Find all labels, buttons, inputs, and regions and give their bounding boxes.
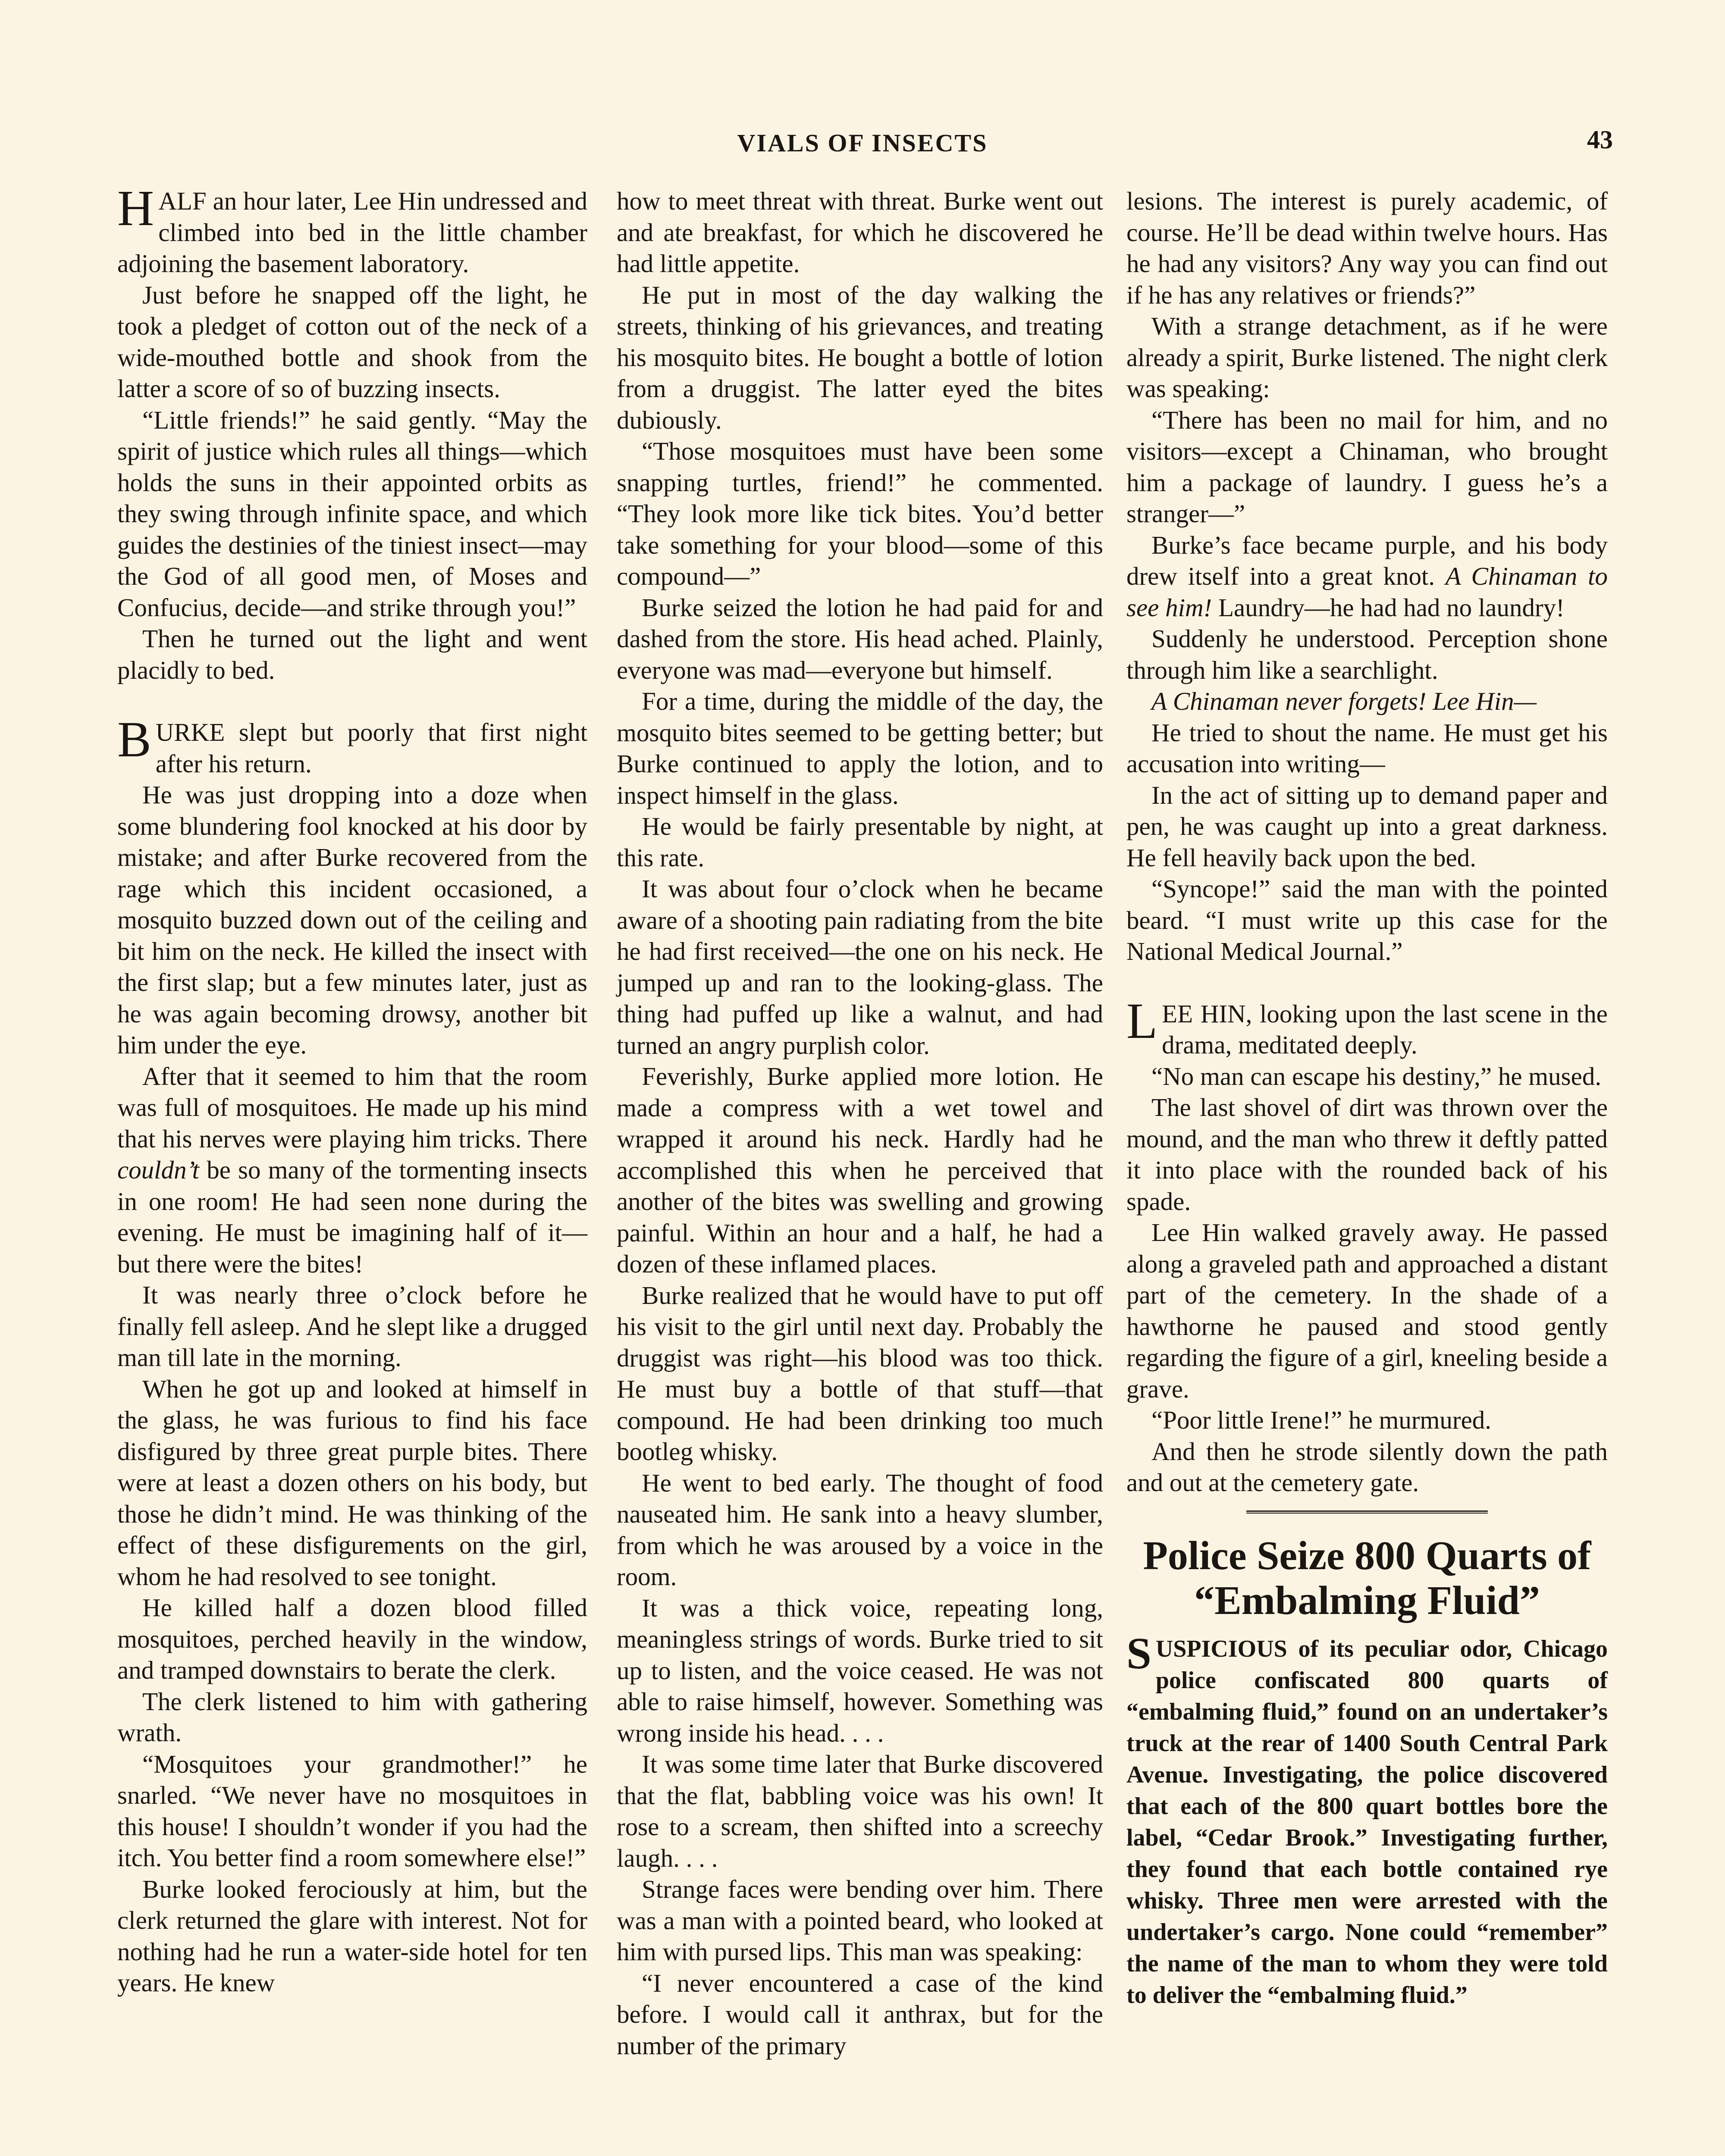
paragraph: It was nearly three o’clock before he finally fell asleep. And he slept like a drugged man till late in the morning. — [117, 1281, 587, 1372]
paragraph: A Chinaman never forgets! Lee Hin— — [1151, 687, 1537, 715]
paragraph: “No man can escape his destiny,” he mused. — [1151, 1062, 1602, 1091]
paragraph: He was just dropping into a doze when some blundering fool knocked at his door by mistake; and after Burke recovered from the rage which this incident occasioned, a mosquito buzzed down out of the ceiling and bit him on the neck. He killed the insect with the first slap; but a few minutes later, just as he was again becoming drowsy, another bit him under the eye. — [117, 780, 587, 1059]
paragraph: For a time, during the middle of the day, the mosquito bites seemed to be getting better; but Burke continued to apply the lotion, and to inspect himself in the glass. — [617, 687, 1103, 809]
paragraph: LEE HIN, looking upon the last scene in the drama, meditated deeply. — [1126, 992, 1608, 1059]
paragraph: Burke realized that he would have to put off his visit to the girl until next day. Probably the druggist was right—his blood was too thick. He must buy a bottle of that stuff—that compound. He had been drinking too much bootleg whisky. — [617, 1281, 1103, 1466]
paragraph: He killed half a dozen blood filled mosquitoes, perched heavily in the window, and tramped downstairs to berate the clerk. — [117, 1593, 587, 1684]
paragraph: Suddenly he understood. Perception shone through him like a searchlight. — [1126, 624, 1608, 684]
paragraph: “There has been no mail for him, and no visitors—except a Chinaman, who brought him a package of laundry. I guess he’s a stranger—” — [1126, 405, 1608, 528]
news-body: USPICIOUS of its peculiar odor, Chicago police confiscated 800 quarts of “embalming fluid,” found on an undertaker’s truck at the rear of 1400 South Central Park Avenue. Investigating, the police discovered that each of the 800 quart bottles bore the label, “Cedar Brook.” Investigating further, they found that each bottle contained rye whisky. Three men were arrested with the undertaker’s cargo. None could “remember” the name of the man to whom they were told to deliver the “embalming fluid.” — [1126, 1635, 1608, 2009]
column-2 — [617, 185, 1103, 2061]
paragraph: He went to bed early. The thought of food nauseated him. He sank into a heavy slumber, from which he was aroused by a voice in the room. — [617, 1468, 1103, 1591]
paragraph: “Those mosquitoes must have been some snapping turtles, friend!” he commented. “They look more like tick bites. You’d better take something for your blood—some of this compound—” — [617, 437, 1103, 590]
paragraph: It was about four o’clock when he became aware of a shooting pain radiating from the bite he had first received—the one on his neck. He jumped up and ran to the looking-glass. The thing had puffed up like a walnut, and had turned an angry purplish color. — [617, 874, 1103, 1059]
paragraph: Feverishly, Burke applied more lotion. He made a compress with a wet towel and wrapped it around his neck. Hardly had he accomplished this when he perceived that another of the bites was swelling and growing painful. Within an hour and a half, he had a dozen of these inflamed places. — [617, 1062, 1103, 1278]
paragraph: “Little friends!” he said gently. “May the spirit of justice which rules all things—which holds the suns in their appointed orbits as they swing through infinite space, and which guides the destinies of the tiniest insect—may the God of all good men, of Moses and Confucius, decide—and strike through you!” — [117, 405, 587, 622]
paragraph: The clerk listened to him with gathering wrath. — [117, 1687, 587, 1747]
paragraph: In the act of sitting up to demand paper and pen, he was caught up into a great darkness. He fell heavily back upon the bed. — [1126, 780, 1608, 872]
paragraph: He would be fairly presentable by night, at this rate. — [617, 812, 1103, 872]
column-3 — [1126, 185, 1608, 2011]
section-divider — [1246, 1510, 1488, 1514]
drop-cap: B — [117, 711, 151, 768]
paragraph: “Syncope!” said the man with the pointed beard. “I must write up this case for the National Medical Journal.” — [1126, 874, 1608, 965]
drop-cap: S — [1126, 1628, 1151, 1678]
paragraph: Lee Hin walked gravely away. He passed along a graveled path and approached a distant part of the cemetery. In the shade of a hawthorne he paused and stood gently regarding the figure of a girl, kneeling beside a grave. — [1126, 1218, 1608, 1403]
paragraph: Burke’s face became purple, and his body drew itself into a great knot. A Chinaman to see him! Laundry—he had had no laundry! — [1126, 530, 1608, 622]
paragraph: After that it seemed to him that the room was full of mosquitoes. He made up his mind that his nerves were playing him tricks. There couldn’t be so many of the tormenting insects in one room! He had seen none during the evening. He must be imagining half of it—but there were the bites! — [117, 1062, 587, 1278]
paragraph: how to meet threat with threat. Burke went out and ate breakfast, for which he discovered he had little appetite. — [617, 187, 1103, 278]
paragraph: It was some time later that Burke discovered that the flat, babbling voice was his own! It rose to a scream, then shifted into a screechy laugh. . . . — [617, 1750, 1103, 1872]
paragraph: He put in most of the day walking the streets, thinking of his grievances, and treating his mosquito bites. He bought a bottle of lotion from a druggist. The latter eyed the bites dubiously. — [617, 280, 1103, 434]
drop-cap: L — [1126, 992, 1158, 1049]
drop-cap: H — [117, 180, 154, 236]
paragraph: Burke looked ferociously at him, but the clerk returned the glare with interest. Not for nothing had he run a water-side hotel for ten years. He knew — [117, 1874, 587, 1997]
paragraph: “I never encountered a case of the kind before. I would call it anthrax, but for the number of the primary — [617, 1968, 1103, 2060]
page-number: 43 — [1587, 125, 1613, 154]
news-item — [1126, 1628, 1608, 2011]
paragraph: When he got up and looked at himself in the glass, he was furious to find his face disfigured by three great purple bites. There were at least a dozen others on his body, but those he didn’t mind. He was thinking of the effect of these disfigurements on the girl, whom he had resolved to see tonight. — [117, 1374, 587, 1591]
paragraph: “Mosquitoes your grandmother!” he snarled. “We never have no mosquitoes in this house! I shouldn’t wonder if you had the itch. You better find a room somewhere else!” — [117, 1749, 587, 1872]
paragraph: “Poor little Irene!” he murmured. — [1151, 1406, 1492, 1434]
paragraph: lesions. The interest is purely academic, of course. He’ll be dead within twelve hours. Has he had any visitors? Any way you can find out if he has any relatives or friends?” — [1126, 187, 1608, 309]
paragraph: Just before he snapped off the light, he took a pledget of cotton out of the neck of a wide-mouthed bottle and shook from the latter a score of so of buzzing insects. — [117, 280, 587, 403]
news-headline: Police Seize 800 Quarts of “Embalming Fluid” — [1143, 1533, 1591, 1623]
paragraph: The last shovel of dirt was thrown over the mound, and the man who threw it deftly patted it into place with the rounded back of his spade. — [1126, 1093, 1608, 1216]
paragraph: It was a thick voice, repeating long, meaningless strings of words. Burke tried to sit up to listen, and the voice ceased. He was not able to raise himself, however. Something was wrong inside his head. . . . — [617, 1593, 1103, 1747]
paragraph: Burke seized the lotion he had paid for and dashed from the store. His head ached. Plainly, everyone was mad—everyone but himself. — [617, 593, 1103, 684]
paragraph: BURKE slept but poorly that first night after his return. — [117, 711, 587, 778]
paragraph: With a strange detachment, as if he were already a spirit, Burke listened. The night clerk was speaking: — [1126, 312, 1608, 403]
running-title: VIALS OF INSECTS — [737, 129, 988, 157]
paragraph: And then he strode silently down the path and out at the cemetery gate. — [1126, 1437, 1608, 1497]
paragraph: Strange faces were bending over him. There was a man with a pointed beard, who looked at him with pursed lips. This man was speaking: — [617, 1875, 1103, 1966]
paragraph: HALF an hour later, Lee Hin undressed and climbed into bed in the little chamber adjoining the basement laboratory. — [117, 180, 587, 278]
paragraph: Then he turned out the light and went placidly to bed. — [117, 624, 587, 684]
paragraph: He tried to shout the name. He must get his accusation into writing— — [1126, 718, 1608, 778]
column-1 — [117, 180, 587, 1999]
